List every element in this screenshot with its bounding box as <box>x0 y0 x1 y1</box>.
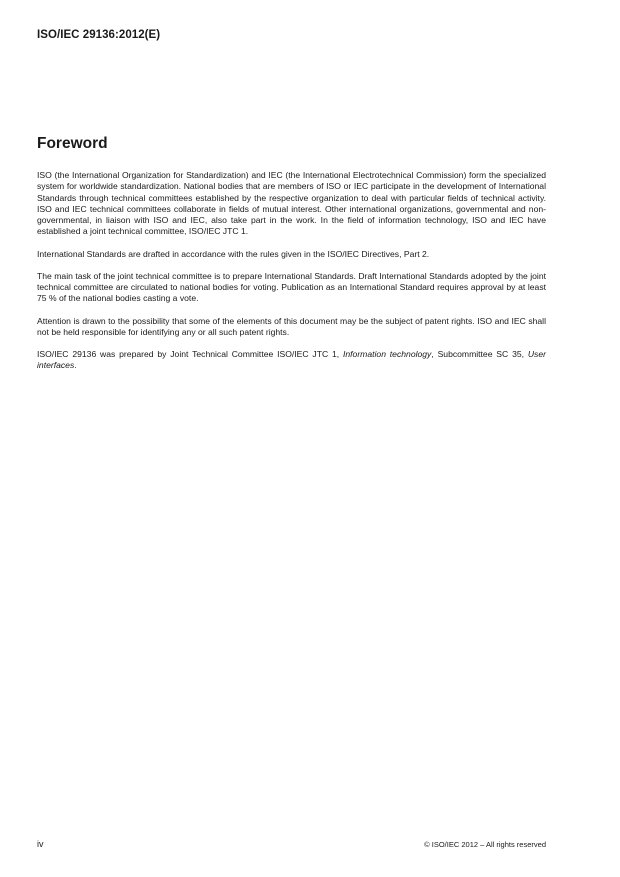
paragraph-organizations: ISO (the International Organization for Standardization) and IEC (the International Electrotechnical Commission) form the specialized system for worldwide standardization. National bodies that are members of ISO or IEC participate in the development of International Standards through technical committees established by the respective organization to deal with particular fields of technical activity. ISO and IEC technical committees collaborate in fields of mutual interest. Other international organizations, governmental and non-governmental, in liaison with ISO and IEC, also take part in the work. In the field of information technology, ISO and IEC have established a joint technical committee, ISO/IEC JTC 1. <box>37 170 546 237</box>
prepared-by-end: . <box>74 360 77 371</box>
paragraph-patent-rights: Attention is drawn to the possibility that some of the elements of this document may be the subject of patent rights. ISO and IEC shall not be held responsible for identifying any or all such patent rights. <box>37 315 546 337</box>
document-id-header: ISO/IEC 29136:2012(E) <box>37 29 161 41</box>
paragraph-prepared-by <box>37 349 546 372</box>
paragraph-main-task: The main task of the joint technical committee is to prepare International Standards. Draft International Standards adopted by the joint technical committee are circulated to national bodies for voting. Publication as an International Standard requires approval by at least 75 % of the national bodies casting a vote. <box>37 270 546 304</box>
prepared-by-text-2: , Subcommittee SC 35, <box>431 349 528 359</box>
subcommittee-name: User interfaces <box>37 349 546 371</box>
foreword-title: Foreword <box>37 135 108 152</box>
paragraph-directives: International Standards are drafted in accordance with the rules given in the ISO/IEC Directives, Part 2. <box>37 248 430 259</box>
page-number: iv <box>37 839 44 849</box>
committee-name: Information technology <box>342 349 432 359</box>
foreword-body <box>37 170 546 383</box>
prepared-by-text: ISO/IEC 29136 was prepared by Joint Technical Committee ISO/IEC JTC 1, <box>37 349 343 359</box>
copyright-notice: © ISO/IEC 2012 – All rights reserved <box>424 840 546 849</box>
